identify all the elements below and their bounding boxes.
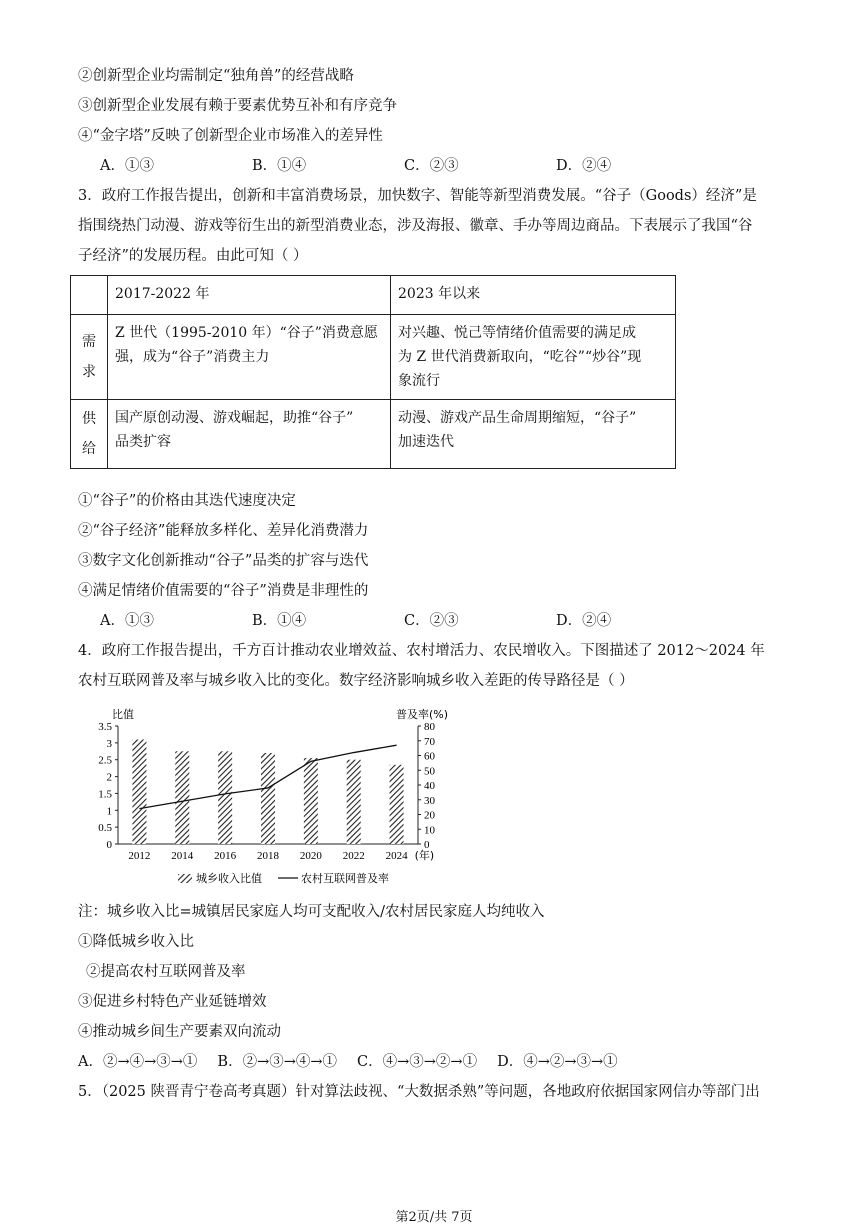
y-left-tick-label: 1	[106, 805, 112, 818]
x-tick-label: 2014	[171, 850, 194, 862]
y-left-title: 比值	[112, 708, 134, 721]
q4-item-3: ③促进乡村特色产业延链增效	[78, 994, 267, 1010]
q2-item-4: ④“金字塔”反映了创新型企业市场准入的差异性	[78, 128, 383, 144]
q3-option-c[interactable]: C．②③	[404, 613, 459, 629]
q3-item-2: ②“谷子经济”能释放多样化、差异化消费潜力	[78, 523, 369, 539]
q4-options	[78, 1052, 638, 1072]
bar-income-ratio	[347, 760, 361, 844]
q5-stem-line-1: 5．（2025 陕晋青宁卷高考真题）针对算法歧视、“大数据杀熟”等问题，各地政府依据国家网信办等部门出	[78, 1084, 760, 1100]
legend-line-label: 农村互联网普及率	[301, 872, 389, 885]
q3-item-1: ①“谷子”的价格由其迭代速度决定	[78, 493, 296, 509]
q3-stem-line-3: 子经济”的发展历程。由此可知（ ）	[78, 248, 308, 264]
q4-option-b[interactable]: B．②→③→④→①	[217, 1054, 338, 1070]
q4-stem-line-1: 4．政府工作报告提出，千方百计推动农业增效益、农村增活力、农民增收入。下图描述了 2012～2024 年	[78, 643, 765, 659]
x-axis-unit: (年)	[414, 849, 435, 862]
q3-stem-line-2: 指围绕热门动漫、游戏等衍生出的新型消费业态，涉及海报、徽章、手办等周边商品。下表展示了我国“谷	[78, 218, 753, 234]
x-tick-label: 2022	[342, 850, 365, 862]
q4-option-a[interactable]: A．②→④→③→①	[78, 1054, 198, 1070]
y-right-tick-label: 0	[424, 839, 430, 851]
q2-item-2: ②创新型企业均需制定“独角兽”的经营战略	[78, 68, 354, 84]
table-header-col-2: 2023 年以来	[391, 276, 676, 315]
q2-item-3: ③创新型企业发展有赖于要素优势互补和有序竞争	[78, 98, 397, 114]
y-right-tick-label: 30	[424, 794, 435, 807]
q2-options	[100, 156, 708, 176]
q3-item-3: ③数字文化创新推动“谷子”品类的扩容与迭代	[78, 553, 369, 569]
y-right-tick-label: 50	[424, 765, 435, 778]
q4-option-d[interactable]: D．④→②→③→①	[497, 1054, 618, 1070]
y-right-title: 普及率(%)	[395, 708, 448, 721]
q2-option-a[interactable]: A．①③	[100, 158, 154, 174]
bar-income-ratio	[261, 753, 275, 844]
y-right-tick-label: 10	[424, 824, 435, 837]
q2-option-d[interactable]: D．②④	[556, 158, 612, 174]
bar-income-ratio	[390, 765, 404, 844]
y-left-tick-label: 2	[106, 771, 112, 784]
q2-option-b[interactable]: B．①④	[252, 158, 307, 174]
q3-stem-line-1: 3．政府工作报告提出，创新和丰富消费场景，加快数字、智能等新型消费发展。“谷子（Goods）经济”是	[78, 188, 757, 204]
table-corner	[71, 276, 108, 315]
x-tick-label: 2020	[299, 850, 322, 862]
y-right-tick-label: 20	[424, 809, 435, 822]
y-left-tick-label: 0	[106, 839, 112, 851]
y-right-tick-label: 40	[424, 780, 435, 792]
table-header-col-1: 2017-2022 年	[108, 276, 391, 315]
q3-option-b[interactable]: B．①④	[252, 613, 307, 629]
bar-income-ratio	[304, 758, 318, 844]
y-right-tick-label: 70	[424, 735, 435, 748]
x-tick-label: 2016	[214, 850, 237, 862]
bar-income-ratio	[132, 739, 146, 844]
table-row-supply	[71, 400, 676, 469]
q3-option-d[interactable]: D．②④	[556, 613, 612, 629]
q4-stem-line-2: 农村互联网普及率与城乡收入比的变化。数字经济影响城乡收入差距的传导路径是（ ）	[78, 673, 634, 689]
q3-item-4: ④满足情绪价值需要的“谷子”消费是非理性的	[78, 583, 369, 599]
row-head-demand: 需 求	[71, 315, 108, 400]
cell-supply-2023: 动漫、游戏产品生命周期缩短，“谷子” 加速迭代	[391, 400, 676, 469]
y-left-tick-label: 1.5	[98, 788, 112, 801]
q4-chart	[88, 698, 468, 890]
q3-options	[100, 611, 708, 631]
cell-demand-2017: Z 世代（1995-2010 年）“谷子”消费意愿 强，成为“谷子”消费主力	[108, 315, 391, 400]
y-left-tick-label: 2.5	[98, 754, 112, 767]
table-header-row	[71, 276, 676, 315]
legend-bar-label: 城乡收入比值	[196, 872, 262, 885]
y-left-tick-label: 3.5	[98, 721, 112, 733]
legend-bar-swatch	[178, 874, 192, 883]
cell-supply-2017: 国产原创动漫、游戏崛起，助推“谷子” 品类扩容	[108, 400, 391, 469]
table-row-demand	[71, 315, 676, 400]
q4-item-1: ①降低城乡收入比	[78, 934, 194, 950]
q4-option-c[interactable]: C．④→③→②→①	[357, 1054, 478, 1070]
bar-income-ratio	[218, 751, 232, 844]
bar-income-ratio	[175, 751, 189, 844]
q4-item-2: ②提高农村互联网普及率	[86, 964, 246, 980]
y-right-tick-label: 80	[424, 721, 435, 733]
page-footer: 第2页/共 7页	[395, 1210, 473, 1225]
q3-option-a[interactable]: A．①③	[100, 613, 154, 629]
y-left-tick-label: 0.5	[98, 822, 112, 835]
x-tick-label: 2018	[257, 850, 279, 862]
y-left-tick-label: 3	[106, 737, 112, 750]
x-tick-label: 2024	[385, 850, 408, 862]
row-head-supply: 供 给	[71, 400, 108, 469]
y-right-tick-label: 60	[424, 750, 435, 763]
q3-table	[70, 275, 676, 469]
q4-note: 注：城乡收入比=城镇居民家庭人均可支配收入/农村居民家庭人均纯收入	[78, 904, 545, 920]
q4-item-4: ④推动城乡间生产要素双向流动	[78, 1024, 281, 1040]
cell-demand-2023: 对兴趣、悦己等情绪价值需要的满足成 为 Z 世代消费新取向，“吃谷”“炒谷”现 象流行	[391, 315, 676, 400]
q2-option-c[interactable]: C．②③	[404, 158, 459, 174]
x-tick-label: 2012	[128, 850, 151, 862]
